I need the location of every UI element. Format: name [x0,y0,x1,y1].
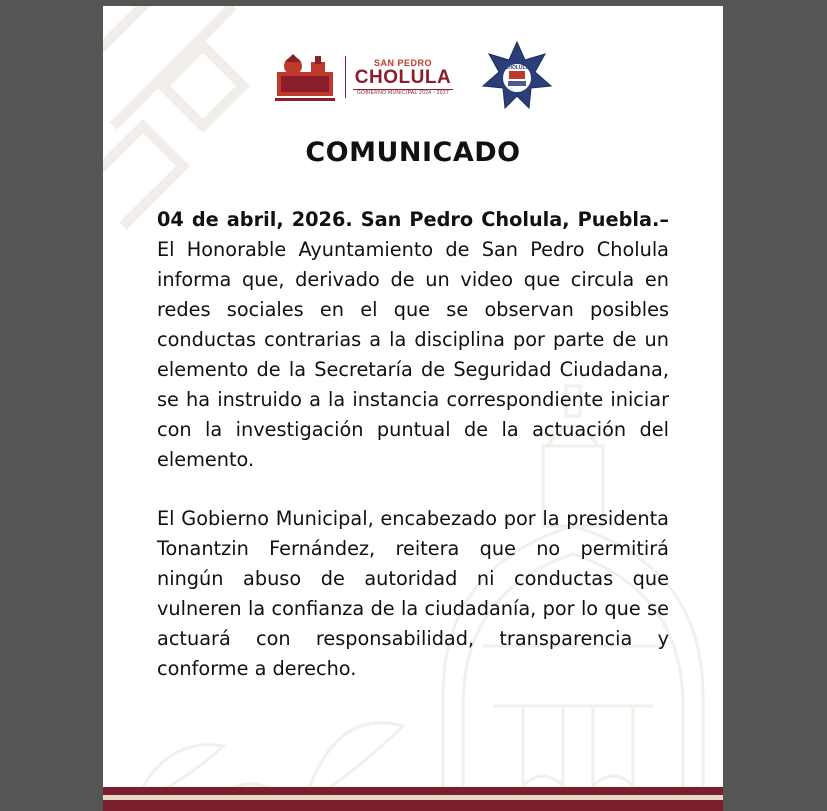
paragraph-1 [157,205,669,475]
paragraph-1-text: El Honorable Ayuntamiento de San Pedro Cholula informa que, derivado de un video que circula en redes sociales en el que se observan posibles conductas contrarias a la disciplina por parte de un elemento de la Secretaría de Seguridad Ciudadana, se ha instruido a la instancia correspondiente iniciar con la investigación puntual de la actuación del elemento. [157,238,669,471]
footer-stripe-bottom [103,800,723,811]
document-page [103,6,723,811]
municipality-small-text: SAN PEDRO [373,58,432,68]
municipality-tagline: GOBIERNO MUNICIPAL 2024 - 2027 [353,89,453,97]
police-badge-icon [481,40,553,112]
municipality-big-text: CHOLULA [354,67,452,88]
page-title: COMUNICADO [305,137,521,168]
date-location: 04 de abril, 2026. San Pedro Cholula, Puebla [157,208,653,231]
paragraph-2: El Gobierno Municipal, encabezado por la presidenta Tonantzin Fernández, reitera que no permitirá ningún abuso de autoridad ni conductas que vulneren la confianza de la ciudadanía, por lo que se actuará con responsabilidad, transparencia y conforme a derecho. [157,507,669,680]
footer-stripe-top [103,787,723,795]
logo-divider [345,56,346,98]
date-separator: .– [652,208,669,231]
header-logos [103,42,723,120]
municipal-emblem-icon [271,52,339,104]
badge-text: CHOLULA [504,65,530,71]
document-body [157,205,669,713]
footer-bar [103,787,723,811]
municipality-wordmark [353,58,453,97]
